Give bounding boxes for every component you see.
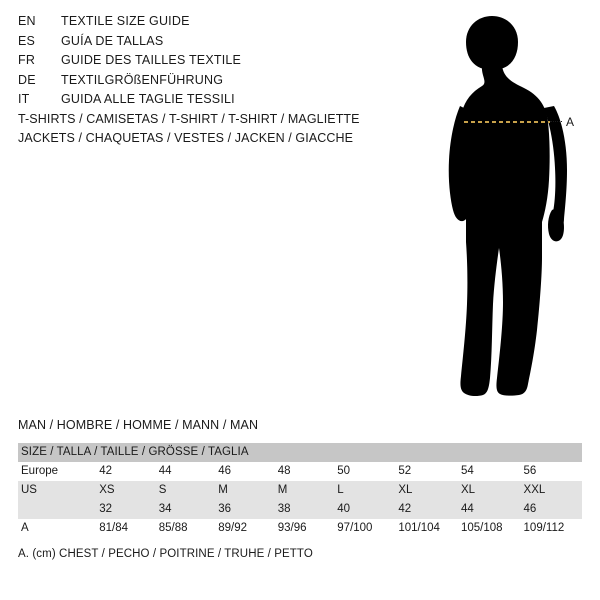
table-header-row [18,443,582,462]
table-cell: 36 [214,500,274,519]
table-cell: 44 [155,462,215,481]
table-cell: 48 [274,462,334,481]
table-cell: M [274,481,334,500]
row-label-us-numeric [18,500,95,519]
man-silhouette-figure [404,12,594,402]
table-row [18,462,582,481]
language-code: FR [18,53,36,67]
table-cell: 105/108 [457,519,520,538]
table-cell: 32 [95,500,155,519]
table-cell: 85/88 [155,519,215,538]
language-row [18,53,368,73]
measure-label-a: A [566,115,575,129]
table-cell: 93/96 [274,519,334,538]
man-silhouette-icon [404,12,594,402]
table-header-label: SIZE / TALLA / TAILLE / GRÖSSE / TAGLIA [18,443,582,462]
table-cell: XXL [520,481,582,500]
table-cell: 40 [333,500,394,519]
table-cell: XS [95,481,155,500]
table-cell: 42 [95,462,155,481]
table-cell: 81/84 [95,519,155,538]
language-row [18,14,368,34]
language-row [18,34,368,54]
language-row [18,92,368,112]
language-title: TEXTILE SIZE GUIDE [61,14,190,28]
language-row [18,73,368,93]
table-cell: 56 [520,462,582,481]
table-cell: S [155,481,215,500]
language-title: GUIDE DES TAILLES TEXTILE [61,53,242,67]
table-cell: M [214,481,274,500]
table-cell: 42 [394,500,457,519]
language-list [18,14,368,112]
table-row [18,519,582,538]
table-cell: 109/112 [520,519,582,538]
language-code: EN [18,14,36,28]
language-title: GUIDA ALLE TAGLIE TESSILI [61,92,235,106]
footnote-chest: A. (cm) CHEST / PECHO / POITRINE / TRUHE / PETTO [18,548,313,560]
measure-leader-line [550,121,562,122]
language-code: IT [18,92,30,106]
language-code: ES [18,33,36,48]
table-cell: 89/92 [214,519,274,538]
language-code: DE [18,72,36,87]
language-title: GUÍA DE TALLAS [61,33,164,48]
size-table [18,443,582,538]
row-label-europe: Europe [18,462,95,481]
table-cell: XL [394,481,457,500]
table-cell: 38 [274,500,334,519]
table-row [18,500,582,519]
category-list [18,110,378,148]
table-cell: L [333,481,394,500]
section-heading-man: MAN / HOMBRE / HOMME / MANN / MAN [18,418,259,432]
table-cell: 50 [333,462,394,481]
table-cell: 97/100 [333,519,394,538]
table-cell: 54 [457,462,520,481]
row-label-a: A [18,519,95,538]
language-title: TEXTILGRÖßENFÜHRUNG [61,72,224,87]
table-row [18,481,582,500]
category-jackets: JACKETS / CHAQUETAS / VESTES / JACKEN / GIACCHE [18,131,354,145]
table-cell: 46 [520,500,582,519]
table-cell: 101/104 [394,519,457,538]
table-cell: 44 [457,500,520,519]
category-tshirts: T-SHIRTS / CAMISETAS / T-SHIRT / T-SHIRT / MAGLIETTE [18,112,360,126]
table-cell: XL [457,481,520,500]
row-label-us: US [18,481,95,500]
table-cell: 52 [394,462,457,481]
table-cell: 46 [214,462,274,481]
table-cell: 34 [155,500,215,519]
